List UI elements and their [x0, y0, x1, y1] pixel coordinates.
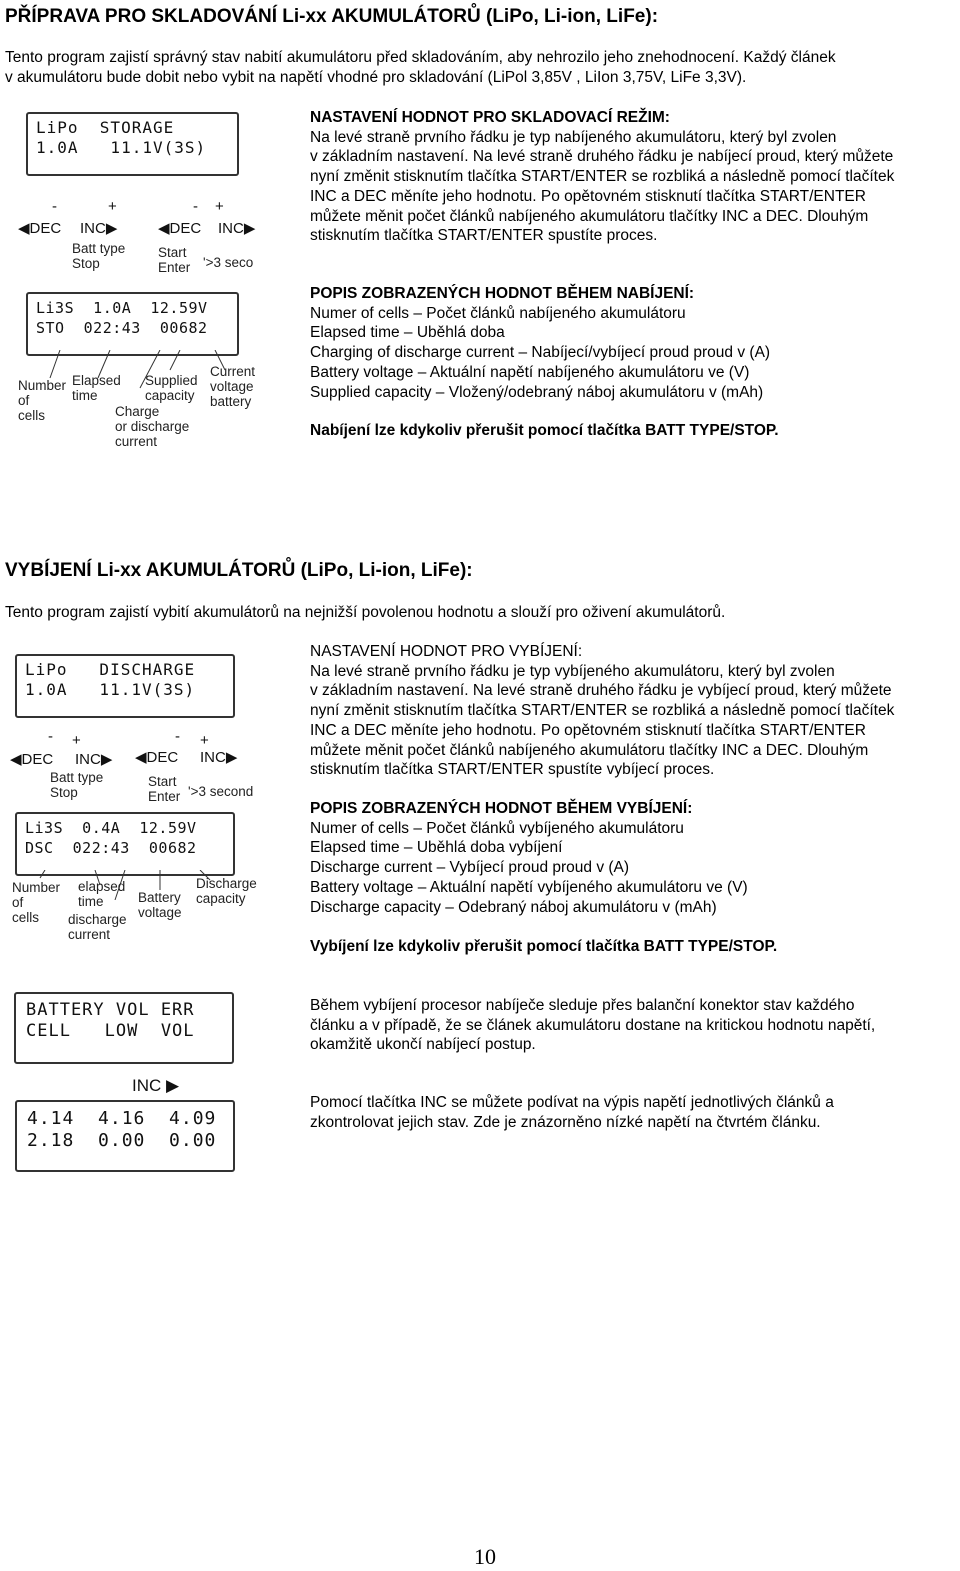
label-3-seconds: '>3 second	[188, 784, 254, 799]
lcd-line: 1.0A 11.1V(3S)	[36, 138, 207, 157]
settings-line: Na levé straně prvního řádku je typ vybíjeného akumulátoru, který byl zvolen	[310, 662, 835, 680]
error-line: Pomocí tlačítka INC se můžete podívat na výpis napětí jednotlivých článků a	[310, 1094, 834, 1111]
settings-line: nyní změnit stisknutím tlačítka START/ENTER se rozbliká a následně pomocí tlačítek	[310, 168, 895, 186]
error-line: zkontrolovat jejich stav. Zde je znázorněno nízké napětí na čtvrtém článku.	[310, 1113, 821, 1131]
error-text-2	[310, 1093, 834, 1132]
plus-sign: +	[108, 198, 117, 215]
dec-button: ◀DEC	[135, 749, 179, 766]
settings-line: v základním nastavení. Na levé straně druhého řádku je vybíjecí proud, který můžete	[310, 682, 892, 700]
label-3-seconds: '>3 seco	[203, 255, 254, 270]
settings-line: nyní změnit stisknutím tlačítka START/ENTER se rozbliká a následně pomocí tlačítek	[310, 702, 895, 720]
desc-line: Battery voltage – Aktuální napětí nabíjeného akumulátoru ve (V)	[310, 363, 750, 381]
discharge-title: VYBÍJENÍ Li-xx AKUMULÁTORŮ (LiPo, Li-ion, LiFe):	[5, 560, 473, 581]
storage-lcd-running	[26, 292, 239, 356]
settings-line: INC a DEC měníte jeho hodnotu. Po opětovném stisknutí tlačítka START/ENTER	[310, 721, 866, 739]
discharge-lcd-setup	[15, 654, 235, 718]
label-elapsed-time: elapsed time	[78, 879, 126, 909]
discharge-settings	[310, 642, 894, 780]
desc-line: Discharge current – Vybíjecí proud proud v (A)	[310, 859, 630, 877]
inc-button: INC▶	[200, 749, 238, 766]
desc-line: Battery voltage – Aktuální napětí vybíjeného akumulátoru ve (V)	[310, 878, 748, 896]
storage-title: PŘÍPRAVA PRO SKLADOVÁNÍ Li-xx AKUMULÁTORŮ (LiPo, Li-ion, LiFe):	[5, 6, 659, 27]
lcd-line: CELL LOW VOL	[26, 1021, 195, 1041]
label-charge-current: Charge or discharge current	[115, 404, 190, 449]
error-lcd	[14, 992, 234, 1064]
dec-button: ◀DEC	[18, 220, 62, 237]
desc-line: Supplied capacity – Vložený/odebraný náboj akumulátoru v (mAh)	[310, 383, 764, 401]
storage-stop-note: Nabíjení lze kdykoliv přerušit pomocí tlačítka BATT TYPE/STOP.	[310, 422, 779, 439]
settings-line: Na levé straně prvního řádku je typ nabíjeného akumulátoru, který byl zvolen	[310, 128, 837, 146]
settings-line: INC a DEC měníte jeho hodnotu. Po opětovném stisknutí tlačítka START/ENTER	[310, 187, 866, 205]
settings-line: v základním nastavení. Na levé straně druhého řádku je nabíjecí proud, který můžete	[310, 148, 894, 166]
storage-intro-line: Tento program zajistí správný stav nabití akumulátoru před skladováním, aby nehrozilo jeho znehodnocení. Každý článek	[5, 49, 836, 66]
lcd-line: STO 022:43 00682	[36, 319, 208, 337]
error-line: článku a v případě, že se článek akumulátoru dostane na kritickou hodnotu napětí,	[310, 1016, 876, 1034]
lcd-line: Li3S 0.4A 12.59V	[25, 819, 197, 837]
settings-line: stisknutím tlačítka START/ENTER spustíte proces.	[310, 227, 658, 245]
lcd-line: LiPo DISCHARGE	[25, 660, 196, 679]
minus-sign: -	[48, 728, 53, 745]
storage-lcd-setup	[26, 112, 239, 176]
discharge-lcd-running	[15, 812, 235, 876]
settings-line: můžete měnit počet článků nabíjeného akumulátoru tlačítky INC a DEC. Dlouhým	[310, 741, 869, 759]
label-supplied-capacity: Supplied capacity	[145, 373, 198, 403]
label-batt-type: Batt type Stop	[50, 770, 104, 800]
label-discharge-current: discharge current	[68, 912, 127, 942]
lcd-line: 1.0A 11.1V(3S)	[25, 680, 196, 699]
storage-intro	[5, 48, 836, 88]
plus-sign: +	[215, 198, 224, 215]
lcd-line: 4.14 4.16 4.09	[27, 1108, 217, 1129]
label-start-enter: Start Enter	[158, 245, 191, 275]
dec-button: ◀DEC	[158, 220, 202, 237]
plus-sign: +	[200, 732, 209, 749]
label-start-enter: Start Enter	[148, 774, 181, 804]
label-number-of-cells: Number of cells	[18, 378, 67, 423]
storage-settings-heading: NASTAVENÍ HODNOT PRO SKLADOVACÍ REŽIM:	[310, 109, 670, 126]
label-elapsed-time: Elapsed time	[72, 373, 121, 403]
inc-button: INC▶	[218, 220, 256, 237]
label-number-of-cells: Number of cells	[12, 880, 61, 925]
settings-line: stisknutím tlačítka START/ENTER spustíte vybíjecí proces.	[310, 761, 715, 779]
lcd-line: BATTERY VOL ERR	[26, 1000, 195, 1020]
error-text-1	[310, 996, 875, 1055]
discharge-description	[310, 799, 748, 917]
lcd-line: 2.18 0.00 0.00	[27, 1130, 217, 1151]
storage-description	[310, 284, 770, 402]
storage-desc-heading: POPIS ZOBRAZENÝCH HODNOT BĚHEM NABÍJENÍ:	[310, 285, 695, 302]
label-current-voltage: Current voltage battery	[210, 364, 256, 409]
error-line: Během vybíjení procesor nabíječe sleduje přes balanční konektor stav každého	[310, 997, 855, 1014]
discharge-stop-note: Vybíjení lze kdykoliv přerušit pomocí tlačítka BATT TYPE/STOP.	[310, 938, 778, 955]
discharge-intro: Tento program zajistí vybití akumulátorů na nejnižší povolenou hodnotu a slouží pro oživení akumulátorů.	[5, 604, 726, 621]
cell-voltage-lcd	[15, 1100, 235, 1172]
storage-intro-line: v akumulátoru bude dobit nebo vybit na napětí vhodné pro skladování (LiPol 3,85V , LiIon 3,75V, LiFe 3,3V).	[5, 69, 747, 86]
settings-line: můžete měnit počet článků nabíjeného akumulátoru tlačítky INC a DEC. Dlouhým	[310, 207, 869, 225]
lcd-line: LiPo STORAGE	[36, 118, 175, 137]
label-discharge-capacity: Discharge capacity	[196, 876, 257, 906]
desc-line: Elapsed time – Uběhlá doba vybíjení	[310, 839, 563, 857]
storage-settings	[310, 108, 894, 246]
minus-sign: -	[52, 198, 57, 215]
inc-button: INC ▶	[132, 1076, 180, 1095]
discharge-settings-heading: NASTAVENÍ HODNOT PRO VYBÍJENÍ:	[310, 643, 583, 660]
inc-button: INC▶	[75, 751, 113, 768]
minus-sign: -	[175, 728, 180, 745]
minus-sign: -	[193, 198, 198, 215]
inc-button: INC▶	[80, 220, 118, 237]
desc-line: Numer of cells – Počet článků nabíjeného akumulátoru	[310, 304, 686, 322]
label-battery-voltage: Battery voltage	[138, 890, 182, 920]
plus-sign: +	[72, 732, 81, 749]
discharge-desc-heading: POPIS ZOBRAZENÝCH HODNOT BĚHEM VYBÍJENÍ:	[310, 800, 693, 817]
dec-button: ◀DEC	[10, 751, 54, 768]
desc-line: Discharge capacity – Odebraný náboj akumulátoru v (mAh)	[310, 898, 717, 916]
lcd-line: Li3S 1.0A 12.59V	[36, 299, 208, 317]
desc-line: Charging of discharge current – Nabíjecí/vybíjecí proud proud v (A)	[310, 344, 771, 362]
page-number: 10	[474, 1544, 496, 1569]
lcd-line: DSC 022:43 00682	[25, 839, 197, 857]
label-batt-type: Batt type Stop	[72, 241, 126, 271]
desc-line: Numer of cells – Počet článků vybíjeného akumulátoru	[310, 819, 684, 837]
error-line: okamžitě ukončí nabíjecí postup.	[310, 1036, 536, 1054]
desc-line: Elapsed time – Uběhlá doba	[310, 324, 505, 342]
